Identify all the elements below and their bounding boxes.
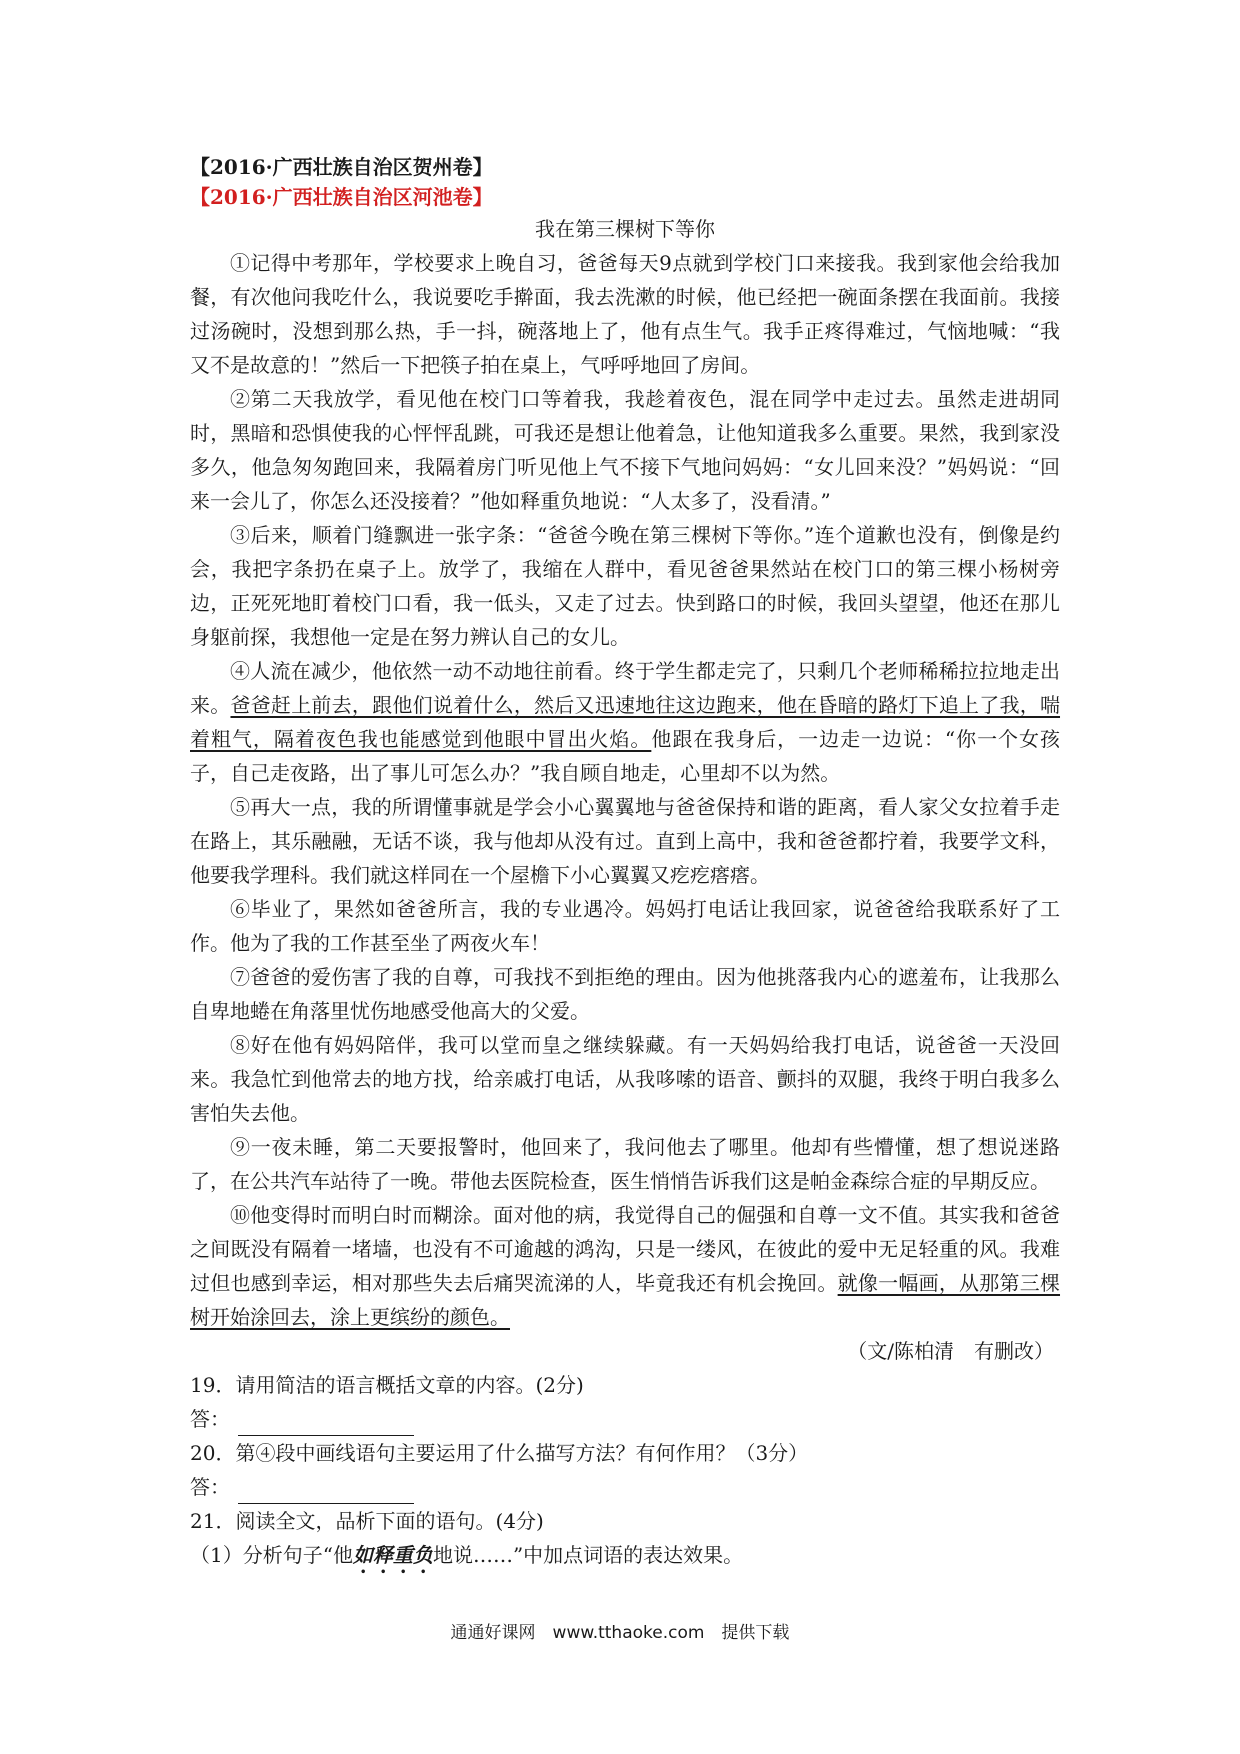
article-source: （文/陈柏清 有删改） xyxy=(847,1339,1054,1363)
article-paragraph-8: ⑧好在他有妈妈陪伴，我可以堂而皇之继续躲藏。有一天妈妈给我打电话，说爸爸一天没回来。我急忙到他常去的地方找，给亲戚打电话，从我哆嗦的语音、颤抖的双腿，我终于明白我多么害怕失去他。 xyxy=(190,1033,1060,1125)
article-paragraph-4 xyxy=(190,654,1060,790)
answer-20-label: 答： xyxy=(190,1475,230,1499)
question-19-text: 请用简洁的语言概括文章的内容。(2分) xyxy=(235,1373,584,1397)
sub-question-text-before: （1）分析句子“他 xyxy=(190,1543,353,1567)
page-footer: 通通好课网 www.tthaoke.com 提供下载 xyxy=(450,1623,790,1643)
article-paragraph-1: ①记得中考那年，学校要求上晚自习，爸爸每天9点就到学校门口来接我。我到家他会给我加餐，有次他问我吃什么，我说要吃手擀面，我去洗漱的时候，他已经把一碗面条摆在我面前。我接过汤碗时，没想到那么热，手一抖，碗落地上了，他有点生气。我手正疼得难过，气恼地喊：“我又不是故意的！”然后一下把筷子拍在桌上，气呼呼地回了房间。 xyxy=(190,251,1060,377)
question-21-text: 阅读全文，品析下面的语句。(4分) xyxy=(235,1509,544,1533)
document-page xyxy=(190,152,1060,1578)
question-19-number: 19． xyxy=(190,1373,236,1397)
answer-20-line xyxy=(190,1470,1060,1504)
article-paragraph-6: ⑥毕业了，果然如爸爸所言，我的专业遇冷。妈妈打电话让我回家，说爸爸给我联系好了工作。他为了我的工作甚至坐了两夜火车！ xyxy=(190,897,1060,955)
question-20-number: 20． xyxy=(190,1441,236,1465)
sub-question-text-after: 地说……”中加点词语的表达效果。 xyxy=(432,1543,744,1567)
question-21 xyxy=(190,1504,1060,1538)
question-21-number: 21． xyxy=(190,1509,236,1533)
exam-source-heading-hechi: 【2016·广西壮族自治区河池卷】 xyxy=(190,185,493,209)
question-19 xyxy=(190,1368,1060,1402)
paragraph-10-underlined-sentence: 就像一幅画，从那第三棵树开始涂回去，涂上更缤纷的颜色。 xyxy=(190,1271,1061,1329)
paragraph-4-underlined-sentence: 爸爸赶上前去，跟他们说着什么，然后又迅速地往这边跑来，他在昏暗的路灯下追上了我，喘着粗气，隔着夜色我也能感觉到他眼中冒出火焰。 xyxy=(190,693,1061,751)
answer-20-blank[interactable] xyxy=(238,1481,414,1504)
paragraph-4-text-after: 他跟在我身后，一边走一边说：“你一个女孩子，自己走夜路，出了事儿可怎么办？”我自顾自地走，心里却不以为然。 xyxy=(190,727,1060,785)
question-21-sub-1 xyxy=(190,1538,1060,1578)
question-20 xyxy=(190,1436,1060,1470)
article-paragraph-2: ②第二天我放学，看见他在校门口等着我，我趁着夜色，混在同学中走过去。虽然走进胡同时，黑暗和恐惧使我的心怦怦乱跳，可我还是想让他着急，让他知道我多么重要。果然，我到家没多久，他急匆匆跑回来，我隔着房门听见他上气不接下气地问妈妈：“女儿回来没？”妈妈说：“回来一会儿了，你怎么还没接着？”他如释重负地说：“人太多了，没看清。” xyxy=(190,387,1060,513)
article-paragraph-10 xyxy=(190,1198,1060,1334)
paragraph-4-text-before: ④人流在减少，他依然一动不动地往前看。终于学生都走完了，只剩几个老师稀稀拉拉地走出来。 xyxy=(190,659,1060,717)
dotted-emphasis-words: 如释重负 xyxy=(352,1543,433,1567)
article-paragraph-5: ⑤再大一点，我的所谓懂事就是学会小心翼翼地与爸爸保持和谐的距离，看人家父女拉着手走在路上，其乐融融，无话不谈，我与他却从没有过。直到上高中，我和爸爸都拧着，我要学文科，他要我学理科。我们就这样同在一个屋檐下小心翼翼又疙疙瘩瘩。 xyxy=(190,795,1060,887)
article-paragraph-9: ⑨一夜未睡，第二天要报警时，他回来了，我问他去了哪里。他却有些懵懂，想了想说迷路了，在公共汽车站待了一晚。带他去医院检查，医生悄悄告诉我们这是帕金森综合症的早期反应。 xyxy=(190,1135,1060,1193)
paragraph-10-text-before: ⑩他变得时而明白时而糊涂。面对他的病，我觉得自己的倔强和自尊一文不值。其实我和爸爸之间既没有隔着一堵墙，也没有不可逾越的鸿沟，只是一缕风，在彼此的爱中无足轻重的风。我难过但也感到幸运，相对那些失去后痛哭流涕的人，毕竟我还有机会挽回。 xyxy=(190,1203,1060,1295)
article-paragraph-3: ③后来，顺着门缝飘进一张字条：“爸爸今晚在第三棵树下等你。”连个道歉也没有，倒像是约会，我把字条扔在桌子上。放学了，我缩在人群中，看见爸爸果然站在校门口的第三棵小杨树旁边，正死死地盯着校门口看，我一低头，又走了过去。快到路口的时候，我回头望望，他还在那儿身躯前探，我想他一定是在努力辨认自己的女儿。 xyxy=(190,523,1060,649)
answer-19-blank[interactable] xyxy=(238,1413,414,1436)
exam-source-heading-hezhou: 【2016·广西壮族自治区贺州卷】 xyxy=(190,155,493,179)
article-title: 我在第三棵树下等你 xyxy=(535,217,715,241)
article-paragraph-7: ⑦爸爸的爱伤害了我的自尊，可我找不到拒绝的理由。因为他挑落我内心的遮羞布，让我那么自卑地蜷在角落里忧伤地感受他高大的父爱。 xyxy=(190,965,1060,1023)
answer-19-line xyxy=(190,1402,1060,1436)
question-20-text: 第④段中画线语句主要运用了什么描写方法？有何作用？（3分） xyxy=(235,1441,809,1465)
answer-19-label: 答： xyxy=(190,1407,230,1431)
